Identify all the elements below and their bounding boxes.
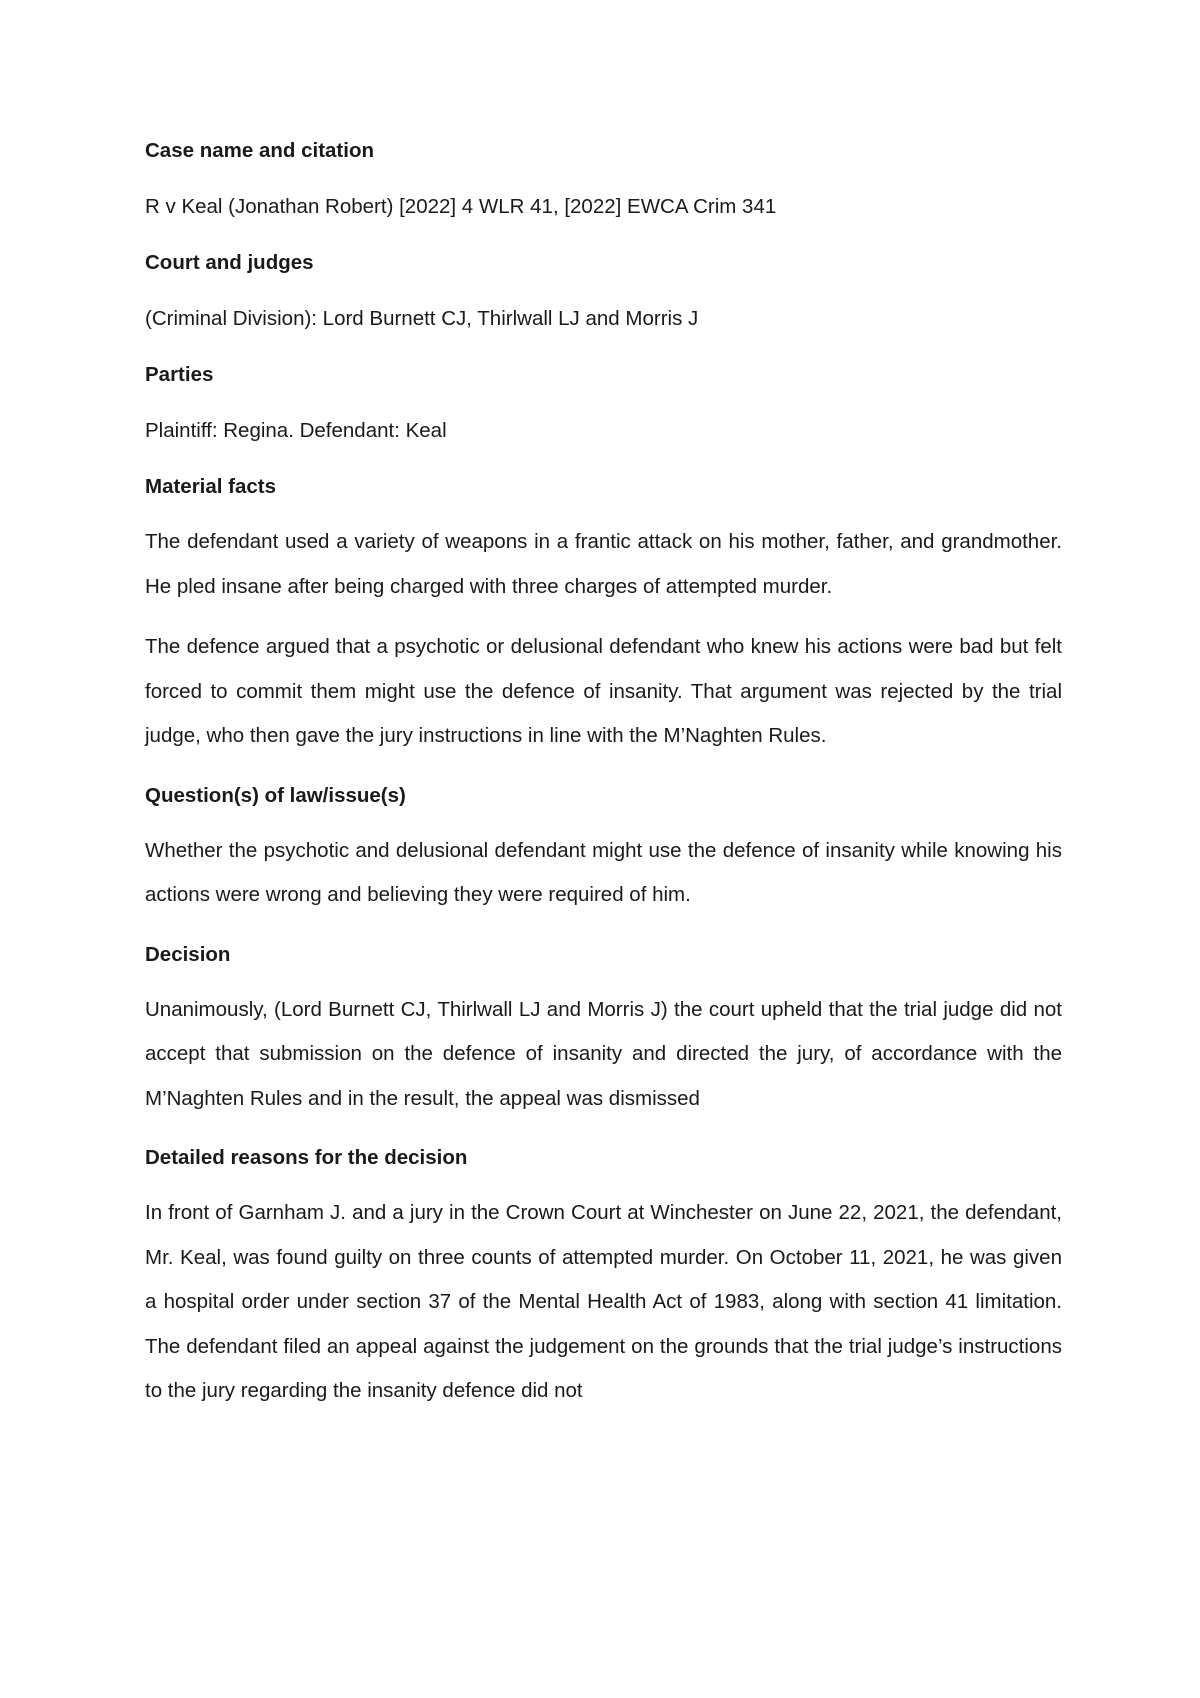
section-heading-detailed-reasons: Detailed reasons for the decision: [145, 1146, 468, 1169]
section-heading-question-of-law: Question(s) of law/issue(s): [145, 783, 406, 807]
court-judges-text: (Criminal Division): Lord Burnett CJ, Thirlwall LJ and Morris J: [145, 307, 699, 330]
section-heading-case-name: Case name and citation: [145, 139, 374, 162]
detailed-reasons-text: In front of Garnham J. and a jury in the Crown Court at Winchester on June 22, 2021, the defendant, Mr. Keal, was found guilty on three counts of attempted murder. On October 11, 2021, he was given a hospital order under section 37 of the Mental Health Act of 1983, along with section 41 limitation. The defendant filed an appeal against the judgement on the grounds that the trial judge’s instructions to the jury regarding the insanity defence did not: [145, 1201, 1062, 1402]
section-heading-parties: Parties: [145, 363, 214, 386]
document-page: [145, 138, 1062, 1430]
section-heading-material-facts: Material facts: [145, 475, 277, 498]
decision-text: Unanimously, (Lord Burnett CJ, Thirlwall LJ and Morris J) the court upheld that the trial judge did not accept that submission on the defence of insanity and directed the jury, of accordance with the M’Naghten Rules and in the result, the appeal was dismissed: [145, 997, 1062, 1110]
parties-text: Plaintiff: Regina. Defendant: Keal: [145, 419, 447, 442]
material-facts-paragraph: The defendant used a variety of weapons in a frantic attack on his mother, father, and grandmother. He pled insane after being charged with three charges of attempted murder.: [145, 530, 1062, 598]
material-facts-paragraph: The defence argued that a psychotic or delusional defendant who knew his actions were bad but felt forced to commit them might use the defence of insanity. That argument was rejected by the trial judge, who then gave the jury instructions in line with the M’Naghten Rules.: [145, 635, 1062, 747]
case-citation: R v Keal (Jonathan Robert) [2022] 4 WLR 41, [2022] EWCA Crim 341: [145, 195, 777, 218]
question-of-law-text: Whether the psychotic and delusional defendant might use the defence of insanity while knowing his actions were wrong and believing they were required of him.: [145, 838, 1062, 906]
section-heading-court-judges: Court and judges: [145, 251, 314, 274]
section-heading-decision: Decision: [145, 942, 231, 966]
